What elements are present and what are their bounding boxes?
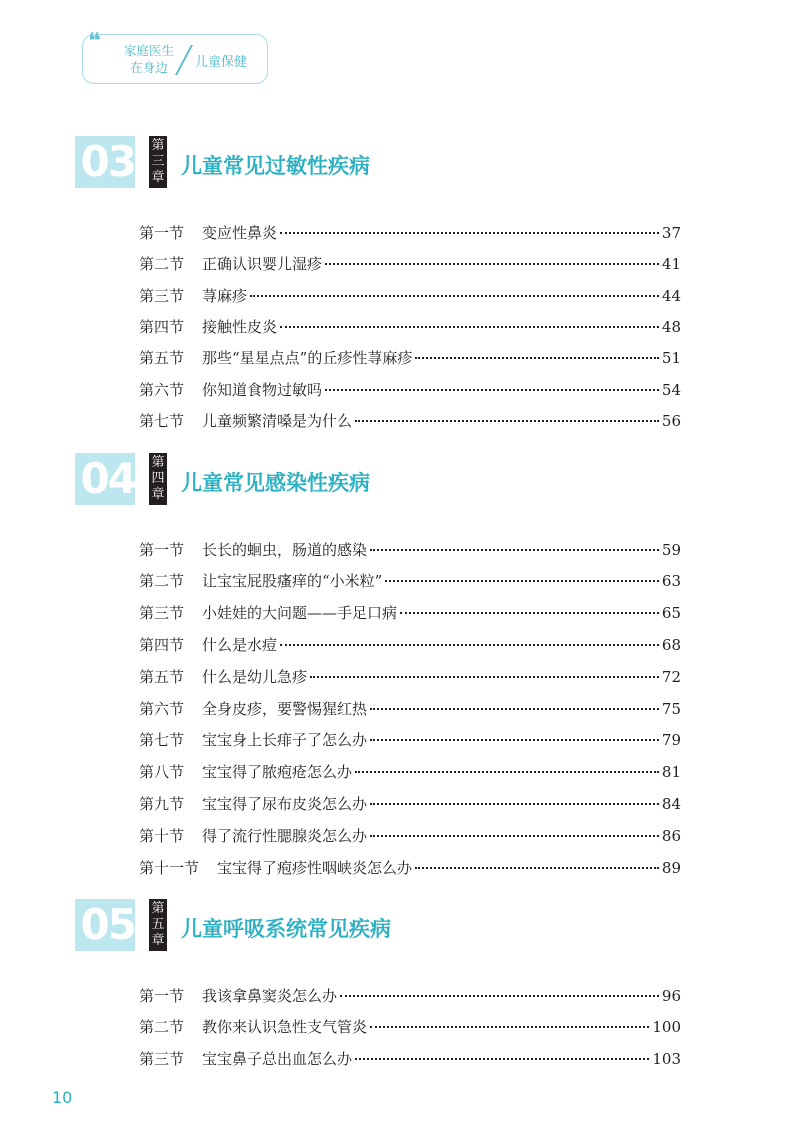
section-title: 宝宝身上长痱子了怎么办 [202, 731, 368, 749]
section-label: 第二节 [139, 1018, 185, 1036]
header-tag [82, 29, 268, 84]
section-title: 儿童频繁清嗓是为什么 [202, 412, 353, 430]
page-ref: 44 [661, 287, 681, 305]
page-ref: 96 [661, 987, 681, 1005]
chapter-heading-5 [75, 899, 675, 951]
dot-leader [280, 232, 659, 234]
section-title: 那些“星星点点”的丘疹性荨麻疹 [202, 349, 413, 367]
section-label: 第四节 [139, 318, 185, 336]
chapter-tag-char: 三 [151, 154, 165, 169]
page-ref: 72 [661, 668, 681, 686]
page-number: 10 [52, 1088, 73, 1107]
dot-leader [415, 867, 659, 869]
chapter-tag-char: 章 [151, 170, 165, 185]
chapter-heading-3 [75, 136, 675, 188]
toc-entry[interactable] [139, 347, 681, 369]
toc-entry[interactable] [139, 666, 681, 688]
chapter-number: 03 [75, 136, 135, 188]
section-label: 第三节 [139, 1050, 185, 1068]
chapter-title: 儿童常见过敏性疾病 [181, 154, 370, 178]
page-ref: 54 [661, 381, 681, 399]
page-ref: 48 [661, 318, 681, 336]
page-ref: 51 [661, 349, 681, 367]
section-title: 变应性鼻炎 [202, 224, 278, 242]
section-title: 你知道食物过敏吗 [202, 381, 323, 399]
section-title: 长长的蛔虫，肠道的感染 [202, 541, 368, 559]
chapter-title: 儿童呼吸系统常见疾病 [181, 917, 391, 941]
toc-entry[interactable] [139, 761, 681, 783]
page-ref: 81 [661, 763, 681, 781]
chapter-tag [149, 453, 167, 505]
section-label: 第一节 [139, 224, 185, 242]
brand-line-2: 在身边 [130, 60, 168, 75]
section-label: 第九节 [139, 795, 185, 813]
section-title: 什么是幼儿急疹 [202, 668, 308, 686]
quote-icon: ❝ [88, 29, 98, 54]
section-title: 小娃娃的大问题——手足口病 [202, 604, 398, 622]
section-title: 荨麻疹 [202, 287, 248, 305]
toc-entry[interactable] [139, 985, 681, 1007]
section-title: 让宝宝屁股瘙痒的“小米粒” [202, 572, 383, 590]
section-title: 得了流行性腮腺炎怎么办 [202, 827, 368, 845]
dot-leader [370, 803, 659, 805]
dot-leader [370, 1026, 649, 1028]
dot-leader [280, 644, 659, 646]
brand-line-1: 家庭医生 [123, 43, 174, 58]
toc-entry[interactable] [139, 634, 681, 656]
toc-entry[interactable] [139, 1016, 681, 1038]
toc-entry[interactable] [139, 1048, 681, 1070]
section-title: 宝宝得了疱疹性咽峡炎怎么办 [217, 859, 413, 877]
toc-entry[interactable] [139, 729, 681, 751]
dot-leader [415, 357, 659, 359]
dot-leader [355, 1058, 649, 1060]
page-ref: 65 [661, 604, 681, 622]
section-label: 第二节 [139, 255, 185, 273]
section-title: 接触性皮炎 [202, 318, 278, 336]
section-label: 第一节 [139, 987, 185, 1005]
chapter-tag-char: 四 [151, 471, 165, 486]
dot-leader [250, 295, 659, 297]
page-ref: 41 [661, 255, 681, 273]
toc-entry[interactable] [139, 222, 681, 244]
toc-entry[interactable] [139, 570, 681, 592]
toc-entry[interactable] [139, 857, 681, 879]
section-label: 第十节 [139, 827, 185, 845]
toc-entry[interactable] [139, 825, 681, 847]
dot-leader [400, 612, 659, 614]
dot-leader [370, 835, 659, 837]
toc-entry[interactable] [139, 316, 681, 338]
chapter-title: 儿童常见感染性疾病 [181, 471, 370, 495]
toc-entry[interactable] [139, 698, 681, 720]
page-ref: 100 [652, 1018, 681, 1036]
dot-leader [355, 771, 659, 773]
page-ref: 89 [661, 859, 681, 877]
dot-leader [280, 326, 659, 328]
page-ref: 63 [661, 572, 681, 590]
section-label: 第三节 [139, 604, 185, 622]
chapter-tag-char: 第 [151, 455, 165, 470]
dot-leader [310, 676, 659, 678]
section-label: 第五节 [139, 349, 185, 367]
page-ref: 59 [661, 541, 681, 559]
toc-entry[interactable] [139, 602, 681, 624]
section-title: 教你来认识急性支气管炎 [202, 1018, 368, 1036]
page-ref: 103 [652, 1050, 681, 1068]
section-label: 第十一节 [139, 859, 200, 877]
section-title: 正确认识婴儿湿疹 [202, 255, 323, 273]
toc-entry[interactable] [139, 793, 681, 815]
chapter-heading-4 [75, 453, 675, 505]
section-label: 第二节 [139, 572, 185, 590]
page-ref: 56 [661, 412, 681, 430]
section-label: 第八节 [139, 763, 185, 781]
header-section: 儿童保健 [195, 55, 248, 70]
section-label: 第五节 [139, 668, 185, 686]
dot-leader [370, 708, 659, 710]
dot-leader [370, 739, 659, 741]
page-ref: 68 [661, 636, 681, 654]
section-title: 什么是水痘 [202, 636, 278, 654]
chapter-tag [149, 899, 167, 951]
page-ref: 37 [661, 224, 681, 242]
section-label: 第六节 [139, 700, 185, 718]
page-ref: 79 [661, 731, 681, 749]
chapter-tag-char: 章 [151, 487, 165, 502]
section-label: 第七节 [139, 412, 185, 430]
toc-entry[interactable] [139, 253, 681, 275]
chapter-tag [149, 136, 167, 188]
dot-leader [340, 995, 659, 997]
chapter-tag-char: 五 [151, 917, 165, 932]
chapter-number: 04 [75, 453, 135, 505]
toc-entry[interactable] [139, 379, 681, 401]
section-label: 第一节 [139, 541, 185, 559]
dot-leader [385, 580, 659, 582]
toc-entry[interactable] [139, 410, 681, 432]
dot-leader [370, 549, 659, 551]
dot-leader [325, 263, 659, 265]
chapter-number: 05 [75, 899, 135, 951]
toc-entry[interactable] [139, 285, 681, 307]
dot-leader [325, 389, 659, 391]
section-title: 我该拿鼻窦炎怎么办 [202, 987, 338, 1005]
section-title: 宝宝鼻子总出血怎么办 [202, 1050, 353, 1068]
chapter-tag-char: 章 [151, 933, 165, 948]
chapter-tag-char: 第 [151, 138, 165, 153]
section-label: 第六节 [139, 381, 185, 399]
section-label: 第四节 [139, 636, 185, 654]
toc-entry[interactable] [139, 539, 681, 561]
chapter-tag-char: 第 [151, 901, 165, 916]
page-ref: 84 [661, 795, 681, 813]
dot-leader [355, 420, 659, 422]
section-title: 全身皮疹，要警惕猩红热 [202, 700, 368, 718]
section-label: 第三节 [139, 287, 185, 305]
section-title: 宝宝得了脓疱疮怎么办 [202, 763, 353, 781]
section-title: 宝宝得了尿布皮炎怎么办 [202, 795, 368, 813]
section-label: 第七节 [139, 731, 185, 749]
page-ref: 75 [661, 700, 681, 718]
page-ref: 86 [661, 827, 681, 845]
